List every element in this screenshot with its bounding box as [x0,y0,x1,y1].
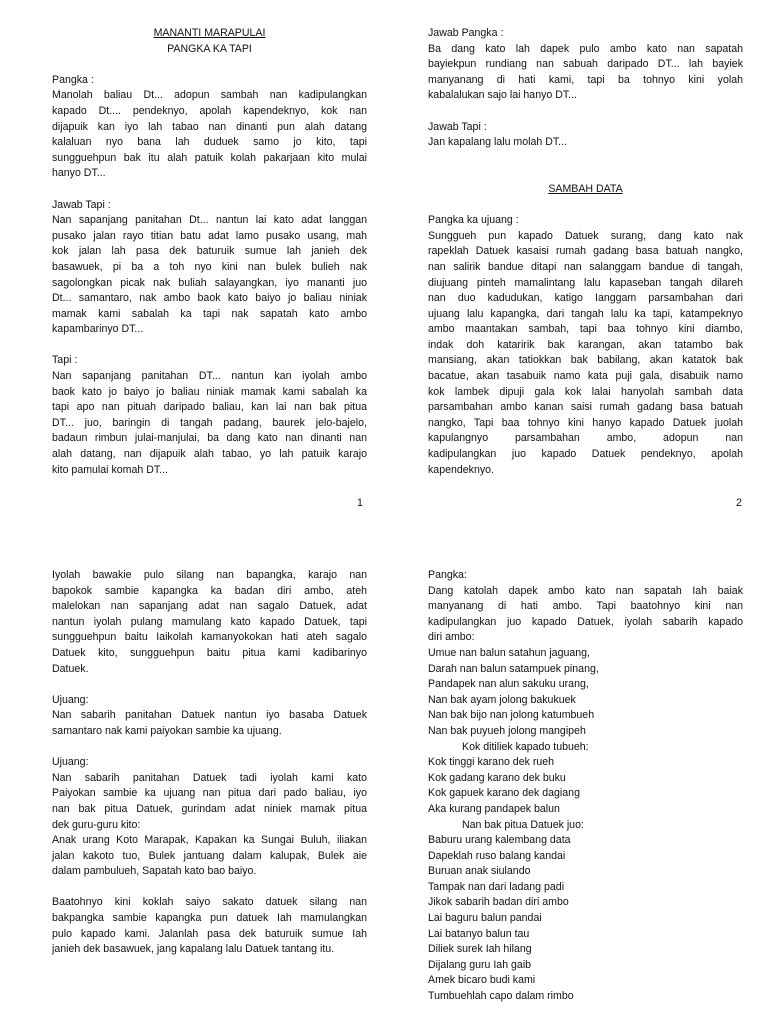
text-line: kalaluan nyo bana lah duduek samo jo kito, tapi [52,136,367,149]
paragraph [52,353,367,478]
text-line: Ba dang kato lah dapek pulo ambo kato nan sapatah [428,42,743,55]
text-line: Jawab Tapi : [428,120,487,133]
page-2 [428,26,743,478]
text-line: Nan sabarih panitahan Datuek tadi iyolah kami kato [52,771,367,784]
text-line: hanyo DT... [52,167,106,180]
text-line: kadipulangkan juo kapado Datuek pendeknyo, apolah [428,448,743,461]
text-line: Nan sapanjang panitahan Dt... nantun lai kato adat langgan [52,214,367,227]
text-line: Baburu urang kalembang data [428,834,571,847]
text-line: bapokok sambie kapangka ka badan diri ambo, ateh [52,584,367,597]
text-line: Nan bak pitua Datuek juo: [462,818,584,831]
text-line: Datuek kito, sungguehpun baitu pitua kami kadibarinyo [52,646,367,659]
text-line: Lai batanyo balun tau [428,927,530,940]
text-line: Pangka : [52,73,94,86]
text-line: nan duo kadudukan, katigo Ianggam parsambahan dari [428,292,743,305]
paragraph [428,120,743,151]
text-line: kito pamulai komah DT... [52,463,168,476]
text-line: kapado Dt.... pendeknyo, apolah kapendeknyo, kok nan [52,104,367,117]
text-line: Dang katolah dapek ambo kato nan sapatah Iah baiak [428,584,743,597]
text-line: Tampak nan dari ladang padi [428,880,565,893]
text-line: diujuang pinteh mamalintang lalu kapaseban tangah dilareh [428,276,743,289]
text-line: nan bak pitua Datuek, gurindam adat niniek mamak pitua [52,802,367,815]
text-line: Nan bak puyueh jolong mangipeh [428,724,586,737]
page-2-body [428,26,743,182]
text-line: Tumbuehlah capo dalam rimbo [428,990,574,1003]
text-line: jalan kakoto tuo, Bulek jantuang dalam kalupak, Bulek aie [52,849,367,862]
text-line: Darah nan balun satampuek pinang, [428,662,599,675]
page-3 [52,568,367,958]
text-line: sungguehpun bak itu alah patuik kolah pakarjaan kito mulai [52,151,367,164]
text-line: ambo maantakan sambah, tapi baa tohnyo kini diambo, [428,323,743,336]
text-line: Manolah baliau Dt... adopun sambah nan kadipulangkan [52,89,367,102]
text-line: Lai baguru balun pandai [428,912,542,925]
text-line: Iyolah bawakie pulo silang nan bapangka, karajo nan [52,569,367,581]
text-line: kok jalan lah pasa dek baturuik sumue lah janieh dek [52,245,367,258]
document-subtitle: PANGKA KA TAPI [167,42,252,55]
document-title: MANANTI MARAPULAI [153,27,266,39]
text-line: Tapi : [52,354,78,367]
text-line: Sunggueh pun kapado Datuek surang, dang kato nak [428,229,743,242]
text-line: nangko, Tapi baa tohnyo kini hanyo kapado Datuek juolah [428,416,743,429]
text-line: kabalalukan sajo lai hanyo DT... [428,89,577,102]
text-line: indak doh kataririk bak karangan, akan tatambo bak [428,338,743,351]
text-line: Umue nan balun satahun jaguang, [428,646,590,659]
text-line: Ujuang: [52,756,89,769]
paragraph [52,73,367,182]
text-line: Jawab Pangka : [428,27,504,39]
text-line: samantaro nak kami paiyokan sambie ka ujuang. [52,724,282,737]
text-line: Jan kapalang lalu molah DT... [428,136,567,149]
text-line: dek guru-guru kito: [52,818,141,831]
text-line: diri ambo: [428,631,475,644]
page-1 [52,26,367,478]
paragraph [428,26,743,104]
page-4 [428,568,743,1005]
text-line: manyanang di hati ambo. Tapi baatohnyo kini nan [428,600,743,613]
text-line: malelokan nan sapanjang adat nan sagalo Datuek, adat [52,600,367,613]
text-line: Jikok sabarih badan diri ambo [428,896,569,909]
text-line: nan salirik bandue ditapi nan salanggam bandue di tangah, [428,260,743,273]
text-line: Ujuang: [52,693,89,706]
text-line: mamak kami sabalah ka tapi nak sapatah kato ambo [52,307,367,320]
text-line: kadipulangkan juo kapado Datuek, iyolah sabarih kapado [428,615,743,628]
paragraph [52,198,367,338]
text-line: kok lambek dipuji gala kok lalai hanyolah sambah data [428,385,743,398]
text-line: bacatue, akan tasabuik namo kata puji gala, disabuik namo [428,370,743,383]
text-line: pulo kapado kami. Jalanlah pasa dek baturuik sumue Iah [52,927,367,940]
text-line: Pandapek nan alun sakuku urang, [428,678,589,691]
text-line: pusako jalan rayo titian batu adat lamo pusako usang, mah [52,229,367,242]
text-line: sungguehpun baitu Iaikolah kamanyokokan hati ateh sagalo [52,631,367,644]
text-line: dijapuik kan iyo lah tabao nan dinanti pun alah datang [52,120,367,133]
page-1-body [52,57,367,478]
text-line: Datuek. [52,662,89,675]
text-line: Nan bak ayam jolong bakukuek [428,693,576,706]
text-line: Buruan anak siulando [428,865,531,878]
page-number-1: 1 [357,497,363,509]
page-2-section [428,213,743,478]
text-line: Dijalang guru Iah gaib [428,958,532,971]
text-line: parsambahan ambo kanan saisi rumah gadang basa batuah [428,401,743,414]
text-line: Kok gapuek karano dek dagiang [428,787,580,800]
text-line: badaun rimbun julai-manjulai, ba dang kato nan dinanti nan [52,432,367,445]
text-line: Diliek surek Iah hilang [428,943,532,956]
section-heading: SAMBAH DATA [548,182,623,195]
text-line: janieh dek basawuek, jang kapalang lalu Datuek tantang itu. [52,943,335,956]
text-line: DT... juo, baringin di tangah padang, baurek jelo-bajelo, [52,416,367,429]
text-line: Nan sabarih panitahan Datuek nantun iyo basaba Datuek [52,709,367,722]
text-line: Aka kurang pandapek balun [428,802,560,815]
text-line: tapi apo nan pituah daripado baliau, kan lai nan bak pitua [52,401,367,414]
text-line: kapulangnyo parsambahan ambo, adopun nan [428,432,743,445]
paragraph [52,895,367,957]
text-line: Kok gadang karano dek buku [428,771,566,784]
text-line: Dapeklah ruso balang kandai [428,849,566,862]
text-line: bayiekpun rundiang nan sabuah daripado DT... lah bayiek [428,58,743,71]
text-line: Pangka ka ujuang : [428,214,519,227]
text-line: mansiang, akan tatiokkan bak babilang, akan katatok bak [428,354,743,367]
text-line: Kok tinggi karano dek rueh [428,756,555,769]
text-line: nantun iyolah pulang mamulang kato kapado Datuek, tapi [52,615,367,628]
page-number-2: 2 [736,497,742,509]
text-line: Baatohnyo kini koklah saiyo sakato datuek silang nan [52,896,367,909]
text-line: Nan sapanjang panitahan DT... nantun kan iyolah ambo [52,370,367,383]
text-line: Dt... samantaro, nak ambo baok kato baiyo jo baliau niniak [52,292,367,305]
text-line: rapeklah Datuek kasaisi rumah gadang basa batuah nangko, [428,245,743,258]
text-line: Jawab Tapi : [52,198,111,211]
text-line: Amek bicaro budi kami [428,974,536,987]
paragraph [52,755,367,880]
text-line: Kok ditiliek kapado tubueh: [462,740,589,753]
text-line: alah datang, nan dijapuik alah tabao, yo lah patuik karajo [52,448,367,461]
text-line: dalam pambulueh, Sapatah kato bao baiyo. [52,865,257,878]
paragraph [52,693,367,740]
text-line: kapambarinyo DT... [52,323,144,336]
paragraph [52,568,367,677]
page-3-body [52,568,367,958]
text-line: manyanang di hati kami, tapi ba tohnyo kini yolah [428,73,743,86]
text-line: Nan bak bijo nan jolong katumbueh [428,709,595,722]
text-line: kapendeknyo. [428,463,494,476]
text-line: bakpangka sambie kapangka pun datuek Iah mamulangkan [52,912,367,925]
text-line: Anak urang Koto Marapak, Kapakan ka Sungai Buluh, iliakan [52,834,367,847]
text-line: ujuang lalu kapangka, dari tangah lalu ka tapi, katampeknyo [428,307,743,320]
text-line: Pangka: [428,569,467,581]
text-line: sagolongkan picak nak buliah salayangkan, iyo mananti juo [52,276,367,289]
text-line: baok kato jo baiyo jo baliau niniak mamak kami sabalah ka [52,385,367,398]
page-4-body [428,568,743,1005]
text-line: Paiyokan sambie ka ujuang nan pitua dari pado baliau, iyo [52,787,367,800]
text-line: basawuek, pi ba a toh nyo kini nan bulek bulieh nak [52,260,367,273]
